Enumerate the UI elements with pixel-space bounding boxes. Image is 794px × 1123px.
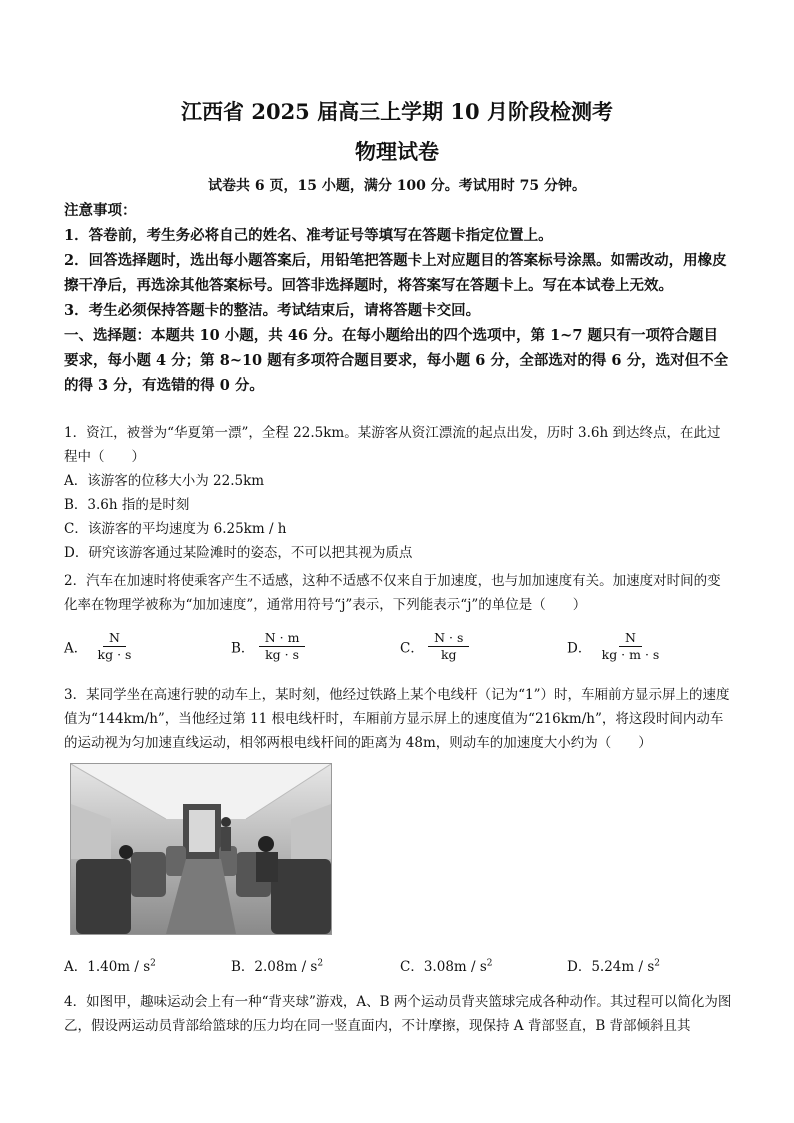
train-interior-photo (70, 763, 332, 935)
question-2-option-a: A． $\frac{N}{kg \cdot s}$ (64, 630, 137, 663)
question-2-options (64, 630, 732, 674)
exam-title: 江西省 2025 届高三上学期 10 月阶段检测考 (181, 99, 613, 124)
question-1-option-a: A．该游客的位移大小为 22.5km (64, 473, 265, 489)
question-3-options (64, 955, 732, 979)
notice-item-2: 2．回答选择题时，选出每小题答案后，用铅笔把答题卡上对应题目的答案标号涂黑。如需改动，用橡皮擦干净后，再选涂其他答案标号。回答非选择题时，将答案写在答题卡上。写在本试卷上无效。 (64, 252, 727, 294)
question-2 (64, 569, 732, 617)
exam-subject: 物理试卷 (355, 139, 439, 164)
question-1-stem: 1．资江，被誉为“华夏第一漂”，全程 22.5km。某游客从资江漂流的起点出发，历时 3.6h 到达终点，在此过程中（ ） (64, 425, 721, 465)
question-2-option-c: C． $\frac{N \cdot s}{kg}$ (400, 630, 469, 663)
question-3-option-a: A．$1.40m / s^2$ (64, 958, 156, 975)
question-1-option-d: D．研究该游客通过某险滩时的姿态，不可以把其视为质点 (64, 545, 413, 561)
section-heading: 一、选择题：本题共 10 小题，共 46 分。在每小题给出的四个选项中，第 1~7 题只有一项符合题目要求，每小题 4 分；第 8~10 题有多项符合题目要求，每小题 6 分，全部选对的得 6 分，选对但不全的得 3 分，有选错的得 0 分。 (64, 327, 729, 394)
question-4 (64, 990, 732, 1038)
question-4-stem: 4．如图甲，趣味运动会上有一种“背夹球”游戏，A、B 两个运动员背夹篮球完成各种动作。其过程可以简化为图乙，假设两运动员背部给篮球的压力均在同一竖直面内，不计摩擦，现保持 A 背部竖直，B 背部倾斜且其 (64, 994, 732, 1034)
question-3-stem: 3．某同学坐在高速行驶的动车上，某时刻，他经过铁路上某个电线杆（记为“1”）时，车厢前方显示屏上的速度值为“144km/h”，当他经过第 11 根电线杆时，车厢前方显示屏上的速度值为“216km/h”，将这段时间内动车的运动视为匀加速直线运动，相邻两根电线杆间的距离为 48m，则动车的加速度大小约为（ ） (64, 687, 730, 751)
question-3-option-c: C．$3.08m / s^2$ (400, 958, 493, 975)
exam-info: 试卷共 6 页，15 小题，满分 100 分。考试用时 75 分钟。 (207, 178, 587, 194)
notice-item-3: 3．考生必须保持答题卡的整洁。考试结束后，请将答题卡交回。 (64, 302, 481, 319)
question-3 (64, 683, 732, 755)
fraction: $\frac{N}{kg \cdot s}$ (97, 630, 132, 662)
notice-item-1: 1．答卷前，考生务必将自己的姓名、准考证号等填写在答题卡指定位置上。 (64, 227, 553, 244)
question-2-option-d: D． $\frac{N}{kg \cdot m \cdot s}$ (567, 630, 665, 663)
question-3-option-b: B．$2.08m / s^2$ (231, 958, 324, 975)
notice-block (64, 198, 732, 398)
fraction: $\frac{N \cdot m}{kg \cdot s}$ (259, 630, 306, 663)
notice-heading: 注意事项： (64, 202, 137, 219)
question-2-option-b: B． $\frac{N \cdot m}{kg \cdot s}$ (231, 630, 305, 663)
train-interior-illustration (71, 764, 331, 934)
question-3-option-d: D．$5.24m / s^2$ (567, 958, 660, 975)
question-1-option-b: B．3.6h 指的是时刻 (64, 497, 190, 513)
question-1-option-c: C．该游客的平均速度为 6.25km / h (64, 521, 287, 537)
fraction: $\frac{N}{kg \cdot m \cdot s}$ (601, 630, 660, 662)
question-2-stem: 2．汽车在加速时将使乘客产生不适感，这种不适感不仅来自于加速度，也与加加速度有关。加速度对时间的变化率在物理学被称为“加加速度”，通常用符号“j”表示，下列能表示“j”的单位是（ ） (64, 573, 721, 613)
question-1 (64, 421, 732, 565)
fraction: $\frac{N \cdot s}{kg}$ (428, 630, 469, 663)
